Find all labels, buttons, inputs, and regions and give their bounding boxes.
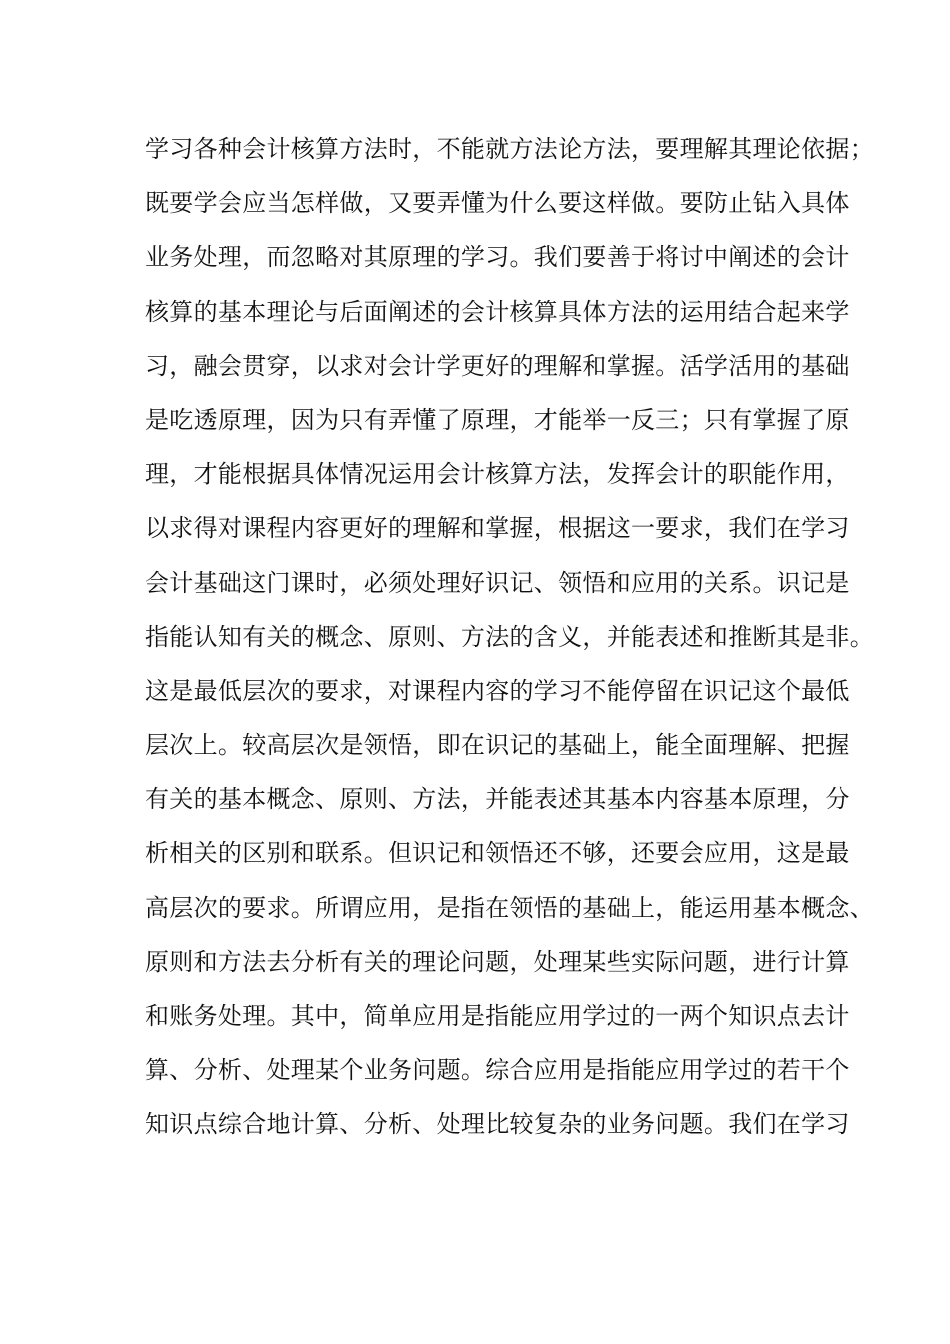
text-line-15: 高层次的要求。所谓应用，是指在领悟的基础上，能运用基本概念、 xyxy=(145,893,874,922)
text-line-12: 层次上。较高层次是领悟，即在识记的基础上，能全面理解、把握 xyxy=(145,731,850,760)
text-line-5: 习，融会贯穿，以求对会计学更好的理解和掌握。活学活用的基础 xyxy=(145,351,850,380)
text-line-10: 指能认知有关的概念、原则、方法的含义，并能表述和推断其是非。 xyxy=(145,622,874,651)
text-line-11: 这是最低层次的要求，对课程内容的学习不能停留在识记这个最低 xyxy=(145,676,850,705)
text-line-13: 有关的基本概念、原则、方法，并能表述其基本内容基本原理，分 xyxy=(145,785,850,814)
text-line-18: 算、分析、处理某个业务问题。综合应用是指能应用学过的若干个 xyxy=(145,1056,850,1085)
text-line-7: 理，才能根据具体情况运用会计核算方法，发挥会计的职能作用， xyxy=(145,460,850,489)
text-line-14: 析相关的区别和联系。但识记和领悟还不够，还要会应用，这是最 xyxy=(145,839,850,868)
text-line-6: 是吃透原理，因为只有弄懂了原理，才能举一反三；只有掌握了原 xyxy=(145,405,850,434)
text-line-4: 核算的基本理论与后面阐述的会计核算具体方法的运用结合起来学 xyxy=(145,297,850,326)
text-line-3: 业务处理，而忽略对其原理的学习。我们要善于将讨中阐述的会计 xyxy=(145,243,850,272)
text-line-1: 学习各种会计核算方法时，不能就方法论方法，要理解其理论依据； xyxy=(145,135,874,163)
text-line-9: 会计基础这门课时，必须处理好识记、领悟和应用的关系。识记是 xyxy=(145,568,850,597)
text-line-16: 原则和方法去分析有关的理论问题，处理某些实际问题，进行计算 xyxy=(145,947,850,976)
text-line-17: 和账务处理。其中，简单应用是指能应用学过的一两个知识点去计 xyxy=(145,1002,850,1030)
text-line-8: 以求得对课程内容更好的理解和掌握，根据这一要求，我们在学习 xyxy=(145,514,850,543)
text-line-19: 知识点综合地计算、分析、处理比较复杂的业务问题。我们在学习 xyxy=(145,1110,850,1139)
text-line-2: 既要学会应当怎样做，又要弄懂为什么要这样做。要防止钻入具体 xyxy=(145,189,850,218)
body-paragraph xyxy=(145,131,874,1161)
